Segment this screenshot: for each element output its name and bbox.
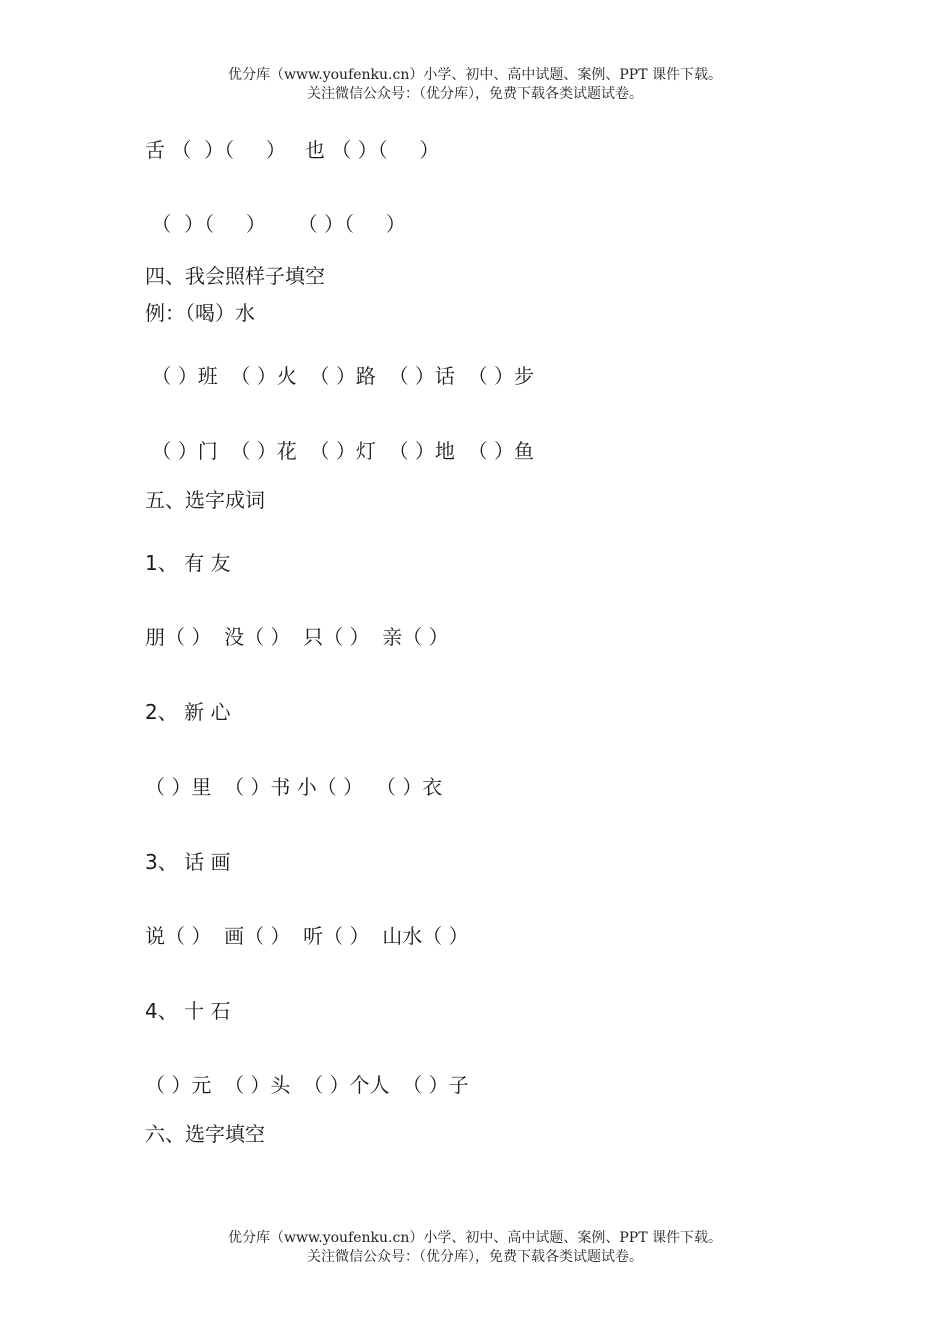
fill-row-1: （ ）班 （ ）火 （ ）路 （ ）话 （ ）步 bbox=[145, 364, 535, 388]
fill-row-2: （ ）门 （ ）花 （ ）灯 （ ）地 （ ）鱼 bbox=[145, 439, 535, 463]
question-4-label: 4、 十 石 bbox=[145, 999, 231, 1023]
footer-line-2: 关注微信公众号：（优分库），免费下载各类试题试卷。 bbox=[307, 1249, 643, 1265]
exercise-line-blanks: （ ）（ ） （ ）（ ） bbox=[145, 212, 406, 236]
page-header bbox=[0, 66, 950, 104]
question-3-label: 3、 话 画 bbox=[145, 850, 231, 874]
question-3-blanks: 说（ ） 画（ ） 听（ ） 山水（ ） bbox=[145, 924, 469, 948]
question-4-blanks: （ ）元 （ ）头 （ ）个人 （ ）子 bbox=[145, 1073, 469, 1097]
page-footer bbox=[0, 1229, 950, 1267]
exercise-line-she-ye: 舌 （ ）（ ） 也 （ ）（ ） bbox=[145, 138, 440, 162]
question-1-label: 1、 有 友 bbox=[145, 551, 231, 575]
question-1-blanks: 朋（ ） 没（ ） 只（ ） 亲（ ） bbox=[145, 625, 449, 649]
section-five-title: 五、选字成词 bbox=[145, 488, 265, 512]
header-line-2: 关注微信公众号：（优分库），免费下载各类试题试卷。 bbox=[307, 86, 643, 102]
header-line-1: 优分库（www.youfenku.cn）小学、初中、高中试题、案例、PPT 课件下载。 bbox=[227, 67, 722, 83]
question-2-label: 2、 新 心 bbox=[145, 700, 231, 724]
question-2-blanks: （ ）里 （ ）书 小（ ） （ ）衣 bbox=[145, 775, 443, 799]
example-line: 例：（喝）水 bbox=[145, 301, 255, 325]
section-six-title: 六、选字填空 bbox=[145, 1122, 265, 1146]
footer-line-1: 优分库（www.youfenku.cn）小学、初中、高中试题、案例、PPT 课件下载。 bbox=[227, 1230, 722, 1246]
section-four-title: 四、我会照样子填空 bbox=[145, 264, 325, 288]
